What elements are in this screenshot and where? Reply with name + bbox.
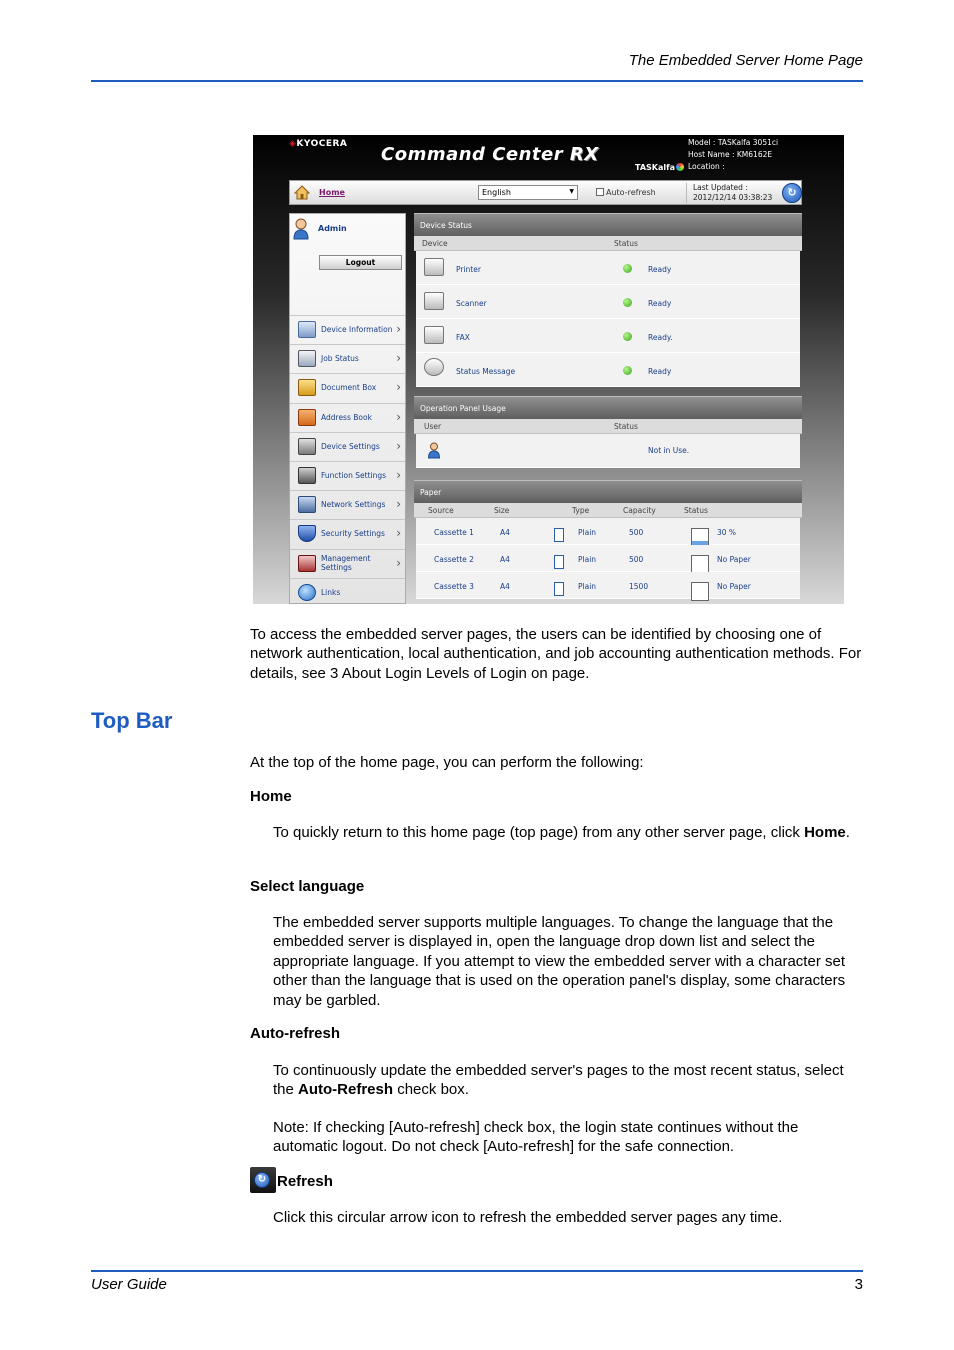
language-select[interactable]: English ▼ <box>478 185 578 200</box>
logout-button[interactable]: Logout <box>319 255 402 270</box>
auto-refresh-paragraph: To continuously update the embedded server's pages to the most recent status, select the Auto-Refresh check box. <box>273 1062 844 1099</box>
paper-status: No Paper <box>717 582 751 591</box>
sidebar-item-label: Security Settings <box>321 529 385 539</box>
sidebar-item-label: Management Settings <box>321 553 371 572</box>
device-status: Ready <box>648 299 672 308</box>
sidebar-menu <box>290 315 405 604</box>
paper-type: Plain <box>578 528 597 537</box>
device-status: Ready <box>648 367 672 376</box>
chevron-right-icon: › <box>396 351 401 366</box>
language-heading: Select language <box>250 878 365 895</box>
status-ok-icon <box>623 332 632 341</box>
sidebar-item-label: Device Information <box>321 325 393 334</box>
device-name: Printer <box>456 265 481 274</box>
embedded-screenshot <box>253 135 844 604</box>
sidebar-item-label: Device Settings <box>321 441 380 451</box>
paper-row <box>416 545 800 572</box>
status-ok-icon <box>623 298 632 307</box>
chevron-right-icon: › <box>396 409 401 424</box>
chevron-right-icon: › <box>396 467 401 482</box>
document-box-icon <box>298 379 316 396</box>
device-status-panel <box>414 213 802 387</box>
home-heading: Home <box>250 788 292 805</box>
section-intro: At the top of the home page, you can perform the following: <box>250 754 644 771</box>
brand-logo: ◈KYOCERA <box>289 139 348 149</box>
sidebar-item-label: Job Status <box>321 354 359 364</box>
user-name: Admin <box>318 224 347 233</box>
paper-type: Plain <box>578 555 597 564</box>
fax-icon <box>424 326 444 344</box>
app-title: Command Center RX <box>381 144 599 165</box>
sidebar <box>289 213 406 604</box>
paper-source: Cassette 1 <box>434 528 474 537</box>
paper-source: Cassette 3 <box>434 582 474 591</box>
sidebar-item-security-settings[interactable] <box>290 519 405 548</box>
management-settings-icon <box>298 555 316 572</box>
panel-columns <box>414 503 802 518</box>
paper-panel <box>414 480 802 599</box>
job-status-icon <box>298 350 316 367</box>
top-bar <box>289 180 802 205</box>
paper-sheet-icon <box>554 555 564 569</box>
sidebar-item-job-status[interactable] <box>290 344 405 373</box>
home-icon[interactable] <box>294 185 310 200</box>
auto-refresh-checkbox[interactable]: Auto-refresh <box>596 188 656 197</box>
scanner-icon <box>424 292 444 310</box>
chevron-right-icon: › <box>396 380 401 395</box>
product-logo: TASKalfa <box>635 163 684 172</box>
sidebar-item-address-book[interactable] <box>290 403 405 432</box>
last-updated: Last Updated : 2012/12/14 03:38:23 <box>686 183 772 203</box>
sidebar-item-device-information[interactable] <box>290 315 405 344</box>
paper-sheet-icon <box>554 528 564 542</box>
column-type: Type <box>572 506 590 515</box>
intro-paragraph: To access the embedded server pages, the users can be identified by choosing one of network authentication, local authentication, and job accounting authentication methods. For details, see 3 About Login Levels of Login on page. <box>250 626 862 682</box>
chevron-right-icon: › <box>396 497 401 512</box>
column-status: Status <box>614 239 638 248</box>
model-info: Model : TASKalfa 3051ci Host Name : KM6162E Location : <box>688 138 779 171</box>
footer-title: User Guide <box>91 1276 167 1293</box>
chevron-right-icon: › <box>396 555 401 570</box>
paper-capacity: 1500 <box>629 582 649 591</box>
paper-row <box>416 518 800 545</box>
status-ok-icon <box>623 264 632 273</box>
device-info-icon <box>298 321 316 338</box>
column-device: Device <box>422 239 448 248</box>
sidebar-item-label: Function Settings <box>321 470 387 480</box>
device-status: Ready <box>648 265 672 274</box>
sidebar-item-label: Links <box>321 587 341 597</box>
chevron-right-icon: › <box>396 438 401 453</box>
sidebar-item-document-box[interactable] <box>290 373 405 402</box>
sidebar-item-management-settings[interactable] <box>290 549 405 578</box>
sidebar-item-device-settings[interactable] <box>290 432 405 461</box>
sidebar-item-function-settings[interactable] <box>290 461 405 490</box>
paper-row <box>416 572 800 599</box>
panel-title: Device Status <box>414 213 802 236</box>
home-paragraph: To quickly return to this home page (top page) from any other server page, click Home. <box>273 824 850 841</box>
sidebar-item-label: Address Book <box>321 412 372 422</box>
language-paragraph: The embedded server supports multiple languages. To change the language that the embedded server is displayed in, open the language drop down list and select the appropriate language. If you attempt to view the embedded server with a character set other than the language that is used on the operation panel's display, some characters may be garbled. <box>273 914 846 1009</box>
home-link[interactable]: Home <box>319 188 345 197</box>
refresh-heading: Refresh <box>277 1173 333 1190</box>
column-capacity: Capacity <box>623 506 656 515</box>
paper-type: Plain <box>578 582 597 591</box>
sidebar-item-network-settings[interactable] <box>290 490 405 519</box>
address-book-icon <box>298 409 316 426</box>
page-number: 3 <box>854 1276 863 1293</box>
sidebar-item-label: Document Box <box>321 383 377 393</box>
operation-row <box>416 434 800 468</box>
chevron-right-icon: › <box>396 322 401 336</box>
refresh-icon[interactable]: ↻ <box>782 183 802 203</box>
chevron-down-icon: ▼ <box>569 188 574 195</box>
column-size: Size <box>494 506 510 515</box>
header-rule <box>91 80 863 82</box>
printer-icon <box>424 258 444 276</box>
device-settings-icon <box>298 438 316 455</box>
panel-columns <box>414 236 802 251</box>
paper-size: A4 <box>500 528 510 537</box>
paper-status: 30 % <box>717 528 737 537</box>
paper-tray-icon <box>691 582 709 601</box>
device-row <box>416 319 800 353</box>
network-settings-icon <box>298 496 316 513</box>
device-row <box>416 353 800 387</box>
user-icon <box>293 218 309 240</box>
device-name: Scanner <box>456 299 487 308</box>
device-status: Ready. <box>648 333 673 342</box>
footer-rule <box>91 1270 863 1272</box>
chevron-right-icon: › <box>396 526 401 541</box>
paper-capacity: 500 <box>629 555 644 564</box>
refresh-paragraph: Click this circular arrow icon to refresh the embedded server pages any time. <box>273 1209 783 1226</box>
operation-status: Not in Use. <box>648 446 690 455</box>
section-title: Top Bar <box>91 708 173 733</box>
status-message-icon <box>424 358 444 376</box>
user-icon <box>428 442 440 459</box>
column-source: Source <box>428 506 454 515</box>
security-settings-icon <box>298 525 316 542</box>
auto-refresh-heading: Auto-refresh <box>250 1025 341 1042</box>
sidebar-item-label: Network Settings <box>321 500 386 510</box>
paper-status: No Paper <box>717 555 751 564</box>
device-row <box>416 251 800 285</box>
sidebar-item-links[interactable] <box>290 578 405 604</box>
paper-sheet-icon <box>554 582 564 596</box>
refresh-icon: ↻ <box>250 1167 276 1193</box>
paper-size: A4 <box>500 582 510 591</box>
column-status: Status <box>614 422 638 431</box>
paper-size: A4 <box>500 555 510 564</box>
operation-panel-usage <box>414 396 802 468</box>
device-name: Status Message <box>456 367 516 376</box>
device-name: FAX <box>456 333 470 342</box>
page-header-title: The Embedded Server Home Page <box>628 52 863 69</box>
panel-title: Operation Panel Usage <box>414 396 802 419</box>
links-icon <box>298 584 316 601</box>
auto-refresh-note: Note: If checking [Auto-refresh] check box, the login state continues without the automatic logout. Do not check [Auto-refresh] for the safe connection. <box>273 1119 799 1156</box>
column-user: User <box>424 422 442 431</box>
paper-capacity: 500 <box>629 528 644 537</box>
panel-columns <box>414 419 802 434</box>
device-row <box>416 285 800 319</box>
panel-title: Paper <box>414 480 802 503</box>
status-ok-icon <box>623 366 632 375</box>
paper-source: Cassette 2 <box>434 555 474 564</box>
function-settings-icon <box>298 467 316 484</box>
column-status: Status <box>684 506 708 515</box>
